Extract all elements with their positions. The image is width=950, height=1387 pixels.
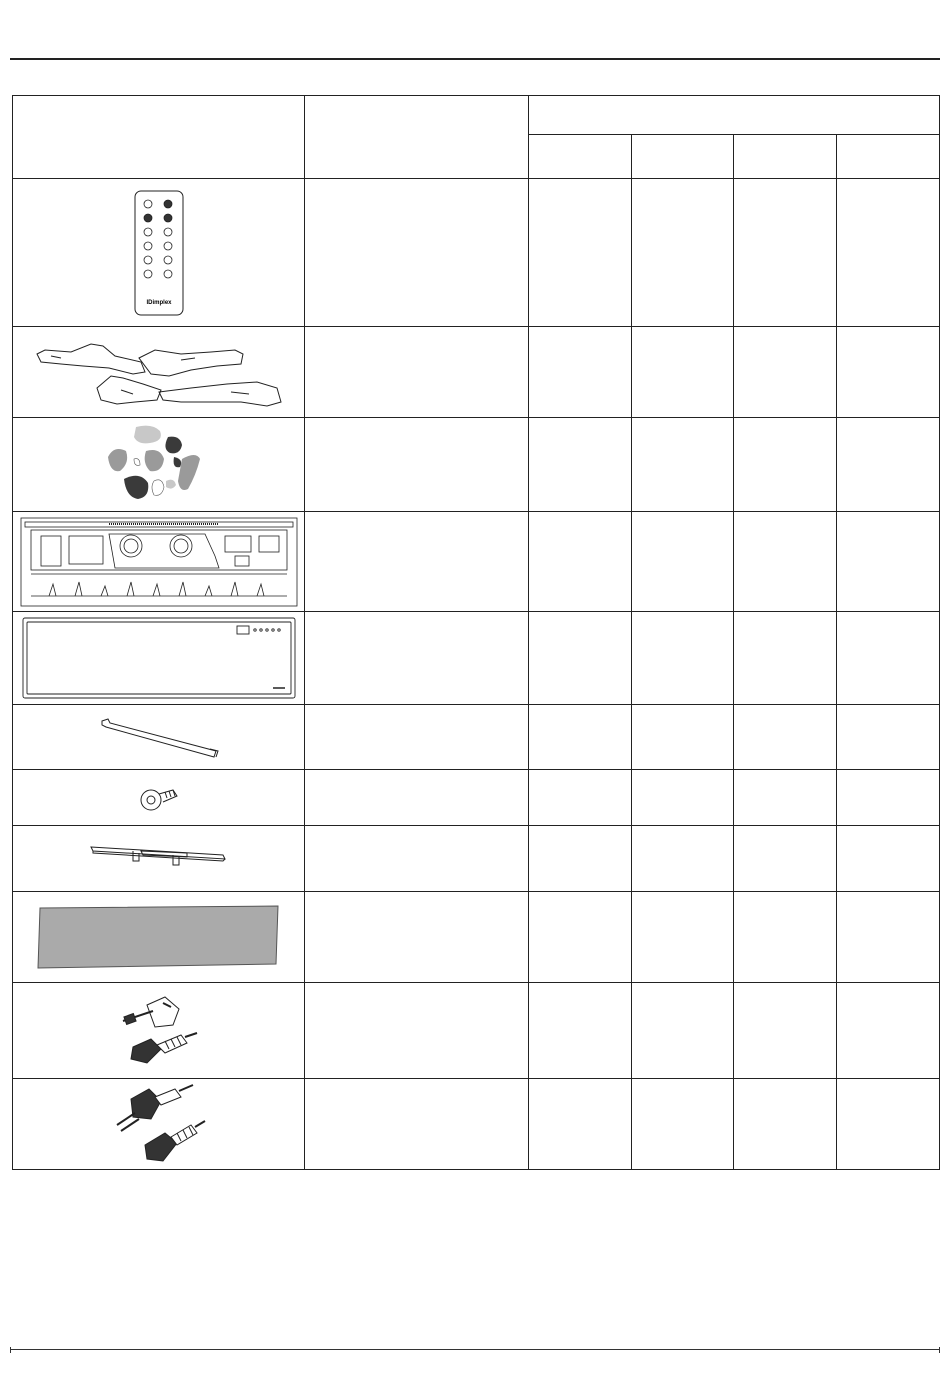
qty-cell	[734, 512, 837, 612]
part-image-cell	[13, 705, 305, 770]
qty-cell	[632, 705, 734, 770]
table-row	[13, 1079, 940, 1170]
table-row	[13, 826, 940, 892]
qty-cell	[837, 512, 940, 612]
qty-cell	[734, 179, 837, 327]
qty-cell	[632, 179, 734, 327]
qty-cell	[734, 770, 837, 826]
part-image-cell	[13, 179, 305, 327]
glass-front-panel-icon	[21, 616, 297, 700]
part-image-cell	[13, 892, 305, 983]
fire-engine-insert-icon	[19, 516, 299, 608]
qty-cell	[837, 983, 940, 1079]
mounting-bracket-icon	[87, 839, 231, 879]
qty-cell	[632, 1079, 734, 1170]
part-description-cell	[305, 892, 529, 983]
qty-cell	[529, 892, 632, 983]
part-description-cell	[305, 826, 529, 892]
part-description-cell	[305, 612, 529, 705]
qty-cell	[837, 770, 940, 826]
header-description-column	[305, 96, 529, 179]
log-set-icon	[31, 332, 287, 412]
table-row	[13, 612, 940, 705]
header-model-2	[632, 135, 734, 179]
table-row	[13, 892, 940, 983]
qty-cell	[529, 418, 632, 512]
qty-cell	[734, 705, 837, 770]
qty-cell	[837, 418, 940, 512]
qty-cell	[529, 327, 632, 418]
qty-cell	[529, 1079, 632, 1170]
qty-cell	[734, 612, 837, 705]
qty-cell	[632, 983, 734, 1079]
header-image-column	[13, 96, 305, 179]
part-description-cell	[305, 705, 529, 770]
screw-icon	[137, 780, 181, 816]
qty-cell	[632, 770, 734, 826]
remote-brand-text: IDimplex	[145, 299, 172, 306]
qty-cell	[529, 983, 632, 1079]
header-model-4	[837, 135, 940, 179]
header-model-group	[529, 96, 940, 135]
part-description-cell	[305, 179, 529, 327]
part-image-cell	[13, 327, 305, 418]
parts-list-table	[12, 95, 940, 1170]
qty-cell	[529, 826, 632, 892]
table-row	[13, 983, 940, 1079]
qty-cell	[837, 705, 940, 770]
qty-cell	[837, 327, 940, 418]
part-description-cell	[305, 983, 529, 1079]
header-rule	[10, 58, 940, 60]
qty-cell	[734, 1079, 837, 1170]
table-row	[13, 512, 940, 612]
part-description-cell	[305, 327, 529, 418]
qty-cell	[837, 892, 940, 983]
eu-power-cord-icon	[111, 1083, 207, 1165]
pebbles-icon	[104, 423, 214, 507]
qty-cell	[529, 705, 632, 770]
part-description-cell	[305, 1079, 529, 1170]
part-description-cell	[305, 418, 529, 512]
qty-cell	[632, 612, 734, 705]
qty-cell	[632, 512, 734, 612]
qty-cell	[529, 770, 632, 826]
qty-cell	[632, 418, 734, 512]
footer-rule	[10, 1349, 940, 1350]
hex-key-icon	[94, 715, 224, 759]
qty-cell	[734, 418, 837, 512]
header-model-1	[529, 135, 632, 179]
qty-cell	[529, 179, 632, 327]
table-header-row	[13, 96, 940, 135]
qty-cell	[529, 512, 632, 612]
part-image-cell	[13, 983, 305, 1079]
qty-cell	[529, 612, 632, 705]
table-row	[13, 770, 940, 826]
uk-power-cord-icon	[117, 991, 201, 1071]
part-image-cell	[13, 770, 305, 826]
part-image-cell	[13, 512, 305, 612]
table-row	[13, 705, 940, 770]
part-description-cell	[305, 770, 529, 826]
remote-control-icon	[129, 189, 189, 317]
qty-cell	[837, 179, 940, 327]
qty-cell	[632, 892, 734, 983]
table-row	[13, 418, 940, 512]
header-model-3	[734, 135, 837, 179]
qty-cell	[632, 826, 734, 892]
qty-cell	[837, 612, 940, 705]
qty-cell	[632, 327, 734, 418]
qty-cell	[837, 826, 940, 892]
part-description-cell	[305, 512, 529, 612]
table-row	[13, 179, 940, 327]
part-image-cell	[13, 418, 305, 512]
qty-cell	[734, 327, 837, 418]
part-image-cell	[13, 612, 305, 705]
qty-cell	[734, 892, 837, 983]
part-image-cell	[13, 826, 305, 892]
qty-cell	[734, 826, 837, 892]
part-image-cell	[13, 1079, 305, 1170]
qty-cell	[734, 983, 837, 1079]
qty-cell	[837, 1079, 940, 1170]
panel-sheet-icon	[36, 904, 282, 970]
table-row	[13, 327, 940, 418]
